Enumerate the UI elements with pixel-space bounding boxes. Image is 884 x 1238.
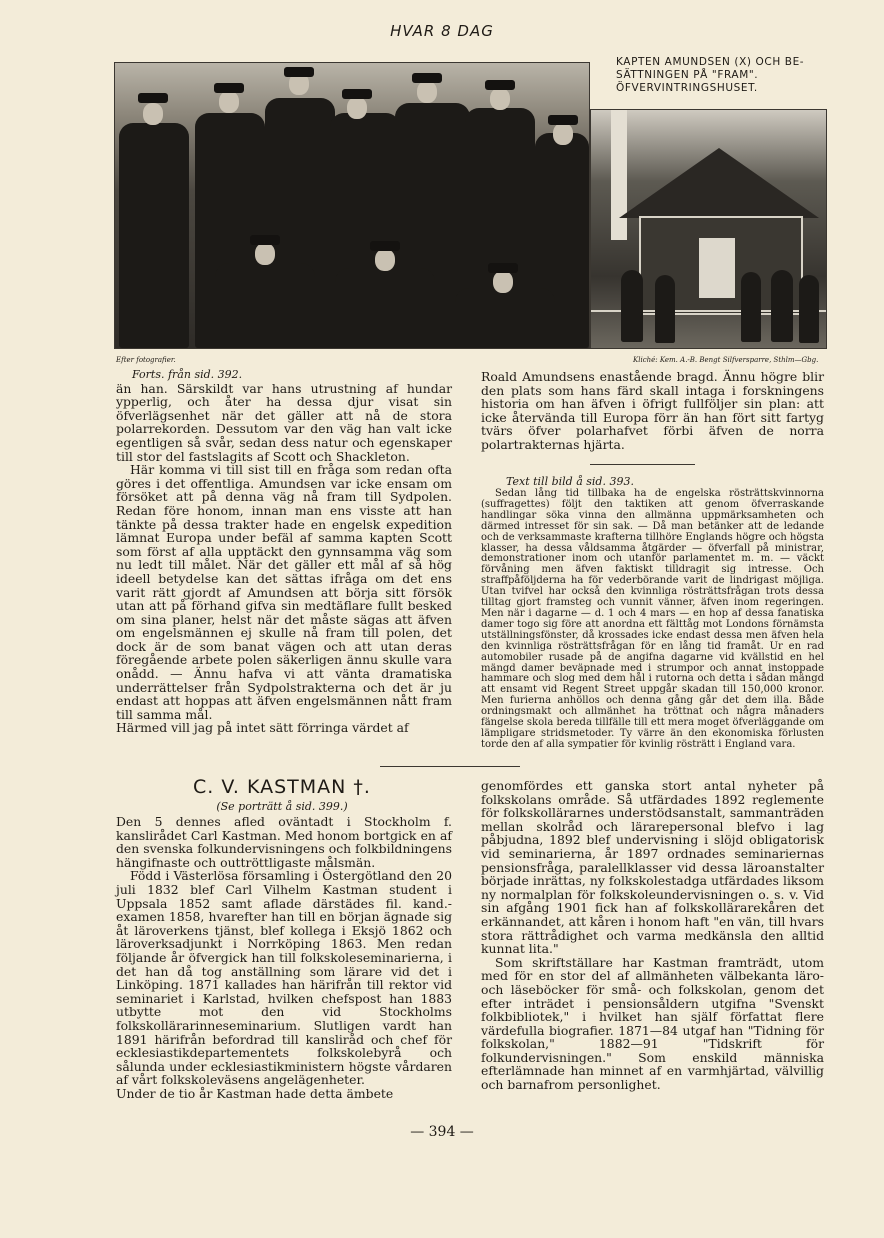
caption-line: KAPTEN AMUNDSEN (X) OCH BE- [616, 56, 805, 68]
photo-credit-left: Efter fotografier. [116, 356, 176, 364]
divider [590, 464, 695, 465]
paragraph: genomfördes ett ganska stort antal nyheter på folkskolans område. Så utfärdades 1892 reglemente för folkskollärarnes understödsanstalt, sammanträden mellan skolråd och lärarepersonal blefvo i lag påbjudna, 1892 blef undervisning i slöjd obligatorisk vid seminarierna, år 1897 ordnades seminariernas pensionsfrågа, paralellklasser vid dessa läroanstalter började inrättas, ny folkskolestadga utfärdades liksom ny normalplan för folkskoleundervisningen o. s. v. Vid sin afgång 1901 fick han af folkskollärarekåren det erkännandet, att kåren i honom haft "en vän, till hvars stora rättrådighet och varma medkänsla den alltid kunnat lita." [481, 778, 824, 957]
obituary-subtitle: (Se porträtt å sid. 399.) [216, 800, 348, 813]
obituary-left-column [116, 815, 452, 1100]
paragraph: Sedan lång tid tillbaka ha de engelska rösträttskvinnorna (suffragettes) följt den taktiken att genom öfverraskande handlingar söka vinna den allmänna uppmärksamheten och därmed intresset för sin sak. — Då man betänker att de ledande och de verksammaste krafterna tillhöre Englands högre och högsta klasser, ha dessa våldsamma åtgärder — öfverfall på ministrar, demonstrationer inom och utanför parlamentet m. m. — väckt förvåning men äfven faktiskt tilldragit sig intresse. Och straffpåföljderna ha för vederbörande varit de lindrigast möjliga. Utan tvifvel har också den kvinnliga rösträttsfrågan trots dessa tilltag gjort framsteg och vunnit vänner, äfven inom regeringen. Men när i dagarne — d. 1 och 4 mars — en hop af dessa fanatiska damer togo sig före att anordna ett fälttåg mot Londons förnämsta utställningsfönster, då krossades icke endast dessa men äfven hela den kvinnliga rösträttsfrågan för en lång tid framåt. Ur en rad automobiler rusade på de angifna dagarne vid kvällstid en hel mängd damer beväpnade med i strumpor och annat instoppade hammare och slog med dem hål i rutorna och detta i sådan mängd att ensamt vid Regent Street uppgår skadan till 150,000 kronor. Men furierna anhöllos och denna gång går det dem illa. Både ordningsmakt och allmänhet ha tröttnat och några månaders fängelse skola bereda tillfälle till ett mera moget öfverläggande om lämpligare stridsmetoder. Ty värre än den ekonomiska förlusten torde den af alla sympatier för kvinlig rösträtt i England vara. [481, 488, 824, 750]
left-article-column [116, 368, 452, 735]
paragraph: Under de tio år Kastman hade detta ämbete [116, 1085, 394, 1101]
winter-house-photo [590, 109, 827, 349]
obituary-title: C. V. KASTMAN †. [193, 776, 371, 798]
obituary-right-column [481, 779, 824, 1092]
text393-label: Text till bild å sid. 393. [506, 475, 634, 488]
photo-credit-right: Kliché: Kem. A.-B. Bengt Silfversparre, Sthlm—Gbg. [633, 356, 819, 364]
caption-line: SÄTTNINGEN PÅ "FRAM". [616, 69, 759, 81]
paragraph: Född i Västerlösa församling i Östergötland den 20 juli 1832 blef Carl Vilhelm Kastman student i Uppsala 1852 samt aflade därstädes fil. kand.-examen 1858, hvarefter han till en början ägnade sig åt läroverkens tjänst, blef kollega i Eksjö 1862 och läroverksadjunkt i Norrköping 1863. Men redan följande år öfvergick han till folkskoleseminarierna, i det han då tog anställning som lärare vid det i Linköping. 1871 kallades han härifrån till rektor vid seminariet i Karlstad, hvilken chefspost han 1883 utbytte mot den vid Stockholms folkskollärarinneseminarium. Slutligen vardt han 1891 härifrån befordrad till kansliråd och chef för ecklesiastikdepartementets folkskolebyrå och sålunda under ecklesiastikministern högste vårdaren af vårt folkskoleväsens angelägenheter. [116, 868, 452, 1088]
page-number: — 394 — [410, 1124, 474, 1140]
page-header: HVAR 8 DAG [390, 22, 494, 40]
paragraph: än han. Särskildt var hans utrustning af hundar ypperlig, och åter ha dessa djur visat sin öfverlägsenhet när det gäller att nå de stora polarrekorden. Dessutom var den väg han valt icke egentligen så svår, sedan dess natur och egenskaper till stor del fastslagits af Scott och Shackleton. [116, 380, 452, 464]
paragraph: Härmed vill jag på intet sätt förringa värdet af [116, 720, 409, 736]
caption-line: ÖFVERVINTRINGSHUSET. [616, 82, 758, 94]
paragraph: Här komma vi till sist till en fråga som redan ofta göres i det offentliga. Amundsen var icke ensam om försöket att på denna väg nå fram till Sydpolen. Redan före honom, innan man ens visste att han tänkte på dessa trakter hade en engelsk expedition lämnat Europa under befäl af samma kapten Scott som först af alla upptäckt den gynnsamma väg som nu ledt till målet. När det gäller ett mål af så hög ideell betydelse kan det sättas ifråga om det ens varit rätt gjordt af Amundsen att börja sitt försök utan att på förhand gifva sin medtäflare fullt besked om sina planer, helst när det måste sägas att äfven om engelsmännen ej skulle nå fram till polen, det dock är de som banat vägen och att utan deras föregående arbete polen säkerligen ännu skulle vara onådd. — Ännu hafva vi att vänta dramatiska underrättelser från Sydpolstrakterna och det är ju endast att hoppas att äfven engelsmännen nått fram till samma mål. [116, 462, 452, 722]
paragraph: Som skriftställare har Kastman framträdt, utom med för en stor del af allmänheten välbekanta läro- och läseböcker för små- och folkskolan, genom det efter inträdet i pensionsåldern utgifna "Svenskt folkbibliotek," i hvilket han själf författat flere värdefulla biografier. 1871—84 utgaf han "Tidning för folkskolan," 1882—91 "Tidskrift för folkundervisningen." Som enskild människa efterlämnade han minnet af en varmhjärtad, välvillig och barnafrom personlighet. [481, 954, 824, 1093]
right-article-column [481, 370, 824, 452]
text393-body [481, 489, 824, 751]
section-divider [380, 766, 520, 767]
crew-photo [114, 62, 590, 349]
continued-label: Forts. från sid. 392. [132, 368, 243, 381]
photo-caption [616, 56, 828, 95]
paragraph: Den 5 dennes afled oväntadt i Stockholm f. kanslirådet Carl Kastman. Med honom bortgick en af den svenska folkundervisningens och folkbildningens hängifnaste och outtröttligaste målsmän. [116, 814, 452, 870]
paragraph: Roald Amundsens enastående bragd. Ännu högre blir den plats som hans färd skall intaga i forskningens historia om han äfven i öfrigt fullföljer sin plan: att icke återvända till Europa förr än han fört sitt fartyg tvärs öfver polarhafvet förbi äfven de norra polartrakternas hjärta. [481, 369, 824, 452]
